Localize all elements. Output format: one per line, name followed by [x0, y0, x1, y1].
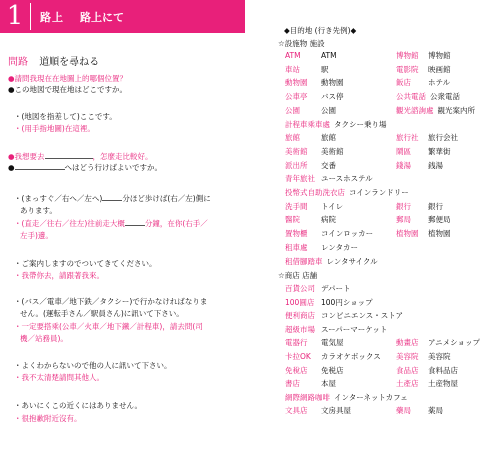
entry-ja: スーパーマーケット: [321, 324, 388, 334]
destination-entry: [396, 65, 451, 75]
entry-zh: 公共電話: [396, 92, 426, 102]
entry-ja: 文房具屋: [321, 406, 351, 416]
destination-entry: [285, 298, 373, 308]
destination-entry: [396, 202, 443, 212]
a4-zh-1: ・一定要搭乘(公車／火車／地下鐵／計程車)，請去問(司: [14, 322, 203, 331]
entry-ja: ATM: [321, 51, 337, 60]
a2-zh-1-part1: ・(直走／往右／往左)往前走大概: [14, 219, 125, 228]
a3-zh: ・我帶你去，請跟著我來。: [14, 271, 104, 280]
entry-zh: 土產店: [396, 379, 419, 389]
entry-zh: 置物櫃: [285, 229, 308, 239]
destination-entry: [396, 161, 443, 171]
destination-entry: [285, 379, 336, 389]
entry-zh: 超級市場: [285, 324, 315, 334]
shops-title: ☆商店 店舗: [278, 271, 318, 280]
blank-line: [102, 199, 122, 201]
entry-zh: 飯店: [396, 78, 411, 88]
destination-entry: [285, 284, 351, 294]
entry-ja: レンタカー: [321, 242, 359, 252]
entry-ja: デパート: [321, 284, 351, 293]
destination-entry: [285, 215, 336, 225]
destination-entry: [285, 65, 329, 75]
a4-zh-2: 機／站務員)。: [20, 334, 68, 343]
section-title: 道順を尋ねる: [39, 57, 100, 68]
a2-ja-1-part1: ・(まっすぐ／右へ／左へ): [14, 194, 103, 203]
destination-entry: [285, 188, 409, 198]
q2-ja-part2: へはどう行けばよいですか。: [64, 163, 163, 172]
entry-ja: 食料品店: [428, 365, 458, 375]
destination-entry: [396, 352, 451, 362]
destination-entry: [396, 229, 451, 239]
section-tag: 問路: [8, 57, 28, 68]
entry-ja: 土産物屋: [428, 379, 458, 389]
destination-entry: [396, 106, 475, 116]
entry-ja: 100円ショップ: [321, 297, 373, 307]
q2-zh: [8, 152, 153, 162]
destination-entry: [285, 325, 387, 335]
entry-zh: 派出所: [285, 160, 308, 170]
blank-line: [15, 168, 65, 170]
destination-entry: [396, 133, 458, 143]
entry-ja: 公衆電話: [430, 92, 460, 102]
entry-ja: 銀行: [428, 201, 443, 211]
a2-zh-2: 左手)邊。: [20, 231, 53, 240]
entry-ja: 植物園: [428, 229, 451, 239]
a5-zh: ・我不太清楚請問其他人。: [14, 373, 104, 382]
entry-ja: 銭湯: [428, 160, 443, 170]
destination-entry: [285, 174, 373, 184]
entry-ja: 交番: [321, 160, 336, 170]
destination-entry: [396, 147, 451, 157]
entry-zh: 投幣式自助洗衣店: [285, 188, 345, 197]
entry-ja: バス停: [321, 92, 344, 102]
entry-zh: 租車處: [285, 242, 308, 252]
entry-ja: 博物館: [428, 51, 451, 60]
entry-ja: ホテル: [428, 78, 451, 88]
destination-entry: [285, 133, 336, 143]
entry-ja: 観光案内所: [437, 105, 475, 115]
entry-zh: 銀行: [396, 201, 411, 211]
entry-ja: 美容院: [428, 352, 451, 361]
entry-zh: 便利商店: [285, 311, 315, 321]
destination-entry: [285, 393, 408, 403]
facilities-title: ☆設施物 施設: [278, 39, 325, 48]
entry-zh: 博物館: [396, 51, 419, 60]
entry-ja: インターネットカフェ: [334, 392, 408, 402]
destination-entry: [396, 379, 458, 389]
entry-ja: 免税店: [321, 365, 344, 375]
entry-zh: 車站: [285, 64, 300, 74]
a1-zh: ・(用手指地圖)在這裡。: [14, 124, 95, 133]
destination-entry: [396, 92, 460, 102]
chapter-divider: [30, 3, 31, 30]
a2-zh-1: [14, 219, 208, 229]
destination-entry: [285, 51, 337, 61]
entry-ja: コインランドリー: [349, 188, 409, 197]
q2-ja: [8, 163, 162, 173]
destination-entry: [285, 106, 336, 116]
a6-ja: ・あいにくこの近くにはありません。: [14, 401, 142, 410]
q2-zh-part2: ，怎麼走比較好。: [92, 152, 153, 161]
entry-zh: 旅行社: [396, 133, 419, 143]
destination-entry: [396, 366, 458, 376]
entry-ja: 旅館: [321, 133, 336, 143]
entry-ja: コンビニエンス・ストア: [321, 311, 404, 321]
chapter-number: 1: [6, 1, 24, 31]
entry-zh: 公園: [285, 105, 300, 115]
destination-entry: [285, 243, 358, 253]
entry-zh: 動畫店: [396, 338, 419, 348]
destination-entry: [396, 338, 480, 348]
a4-ja-1: ・(バス／電車／地下鉄／タクシー)で行かなければなりま: [14, 297, 208, 306]
entry-ja: 旅行会社: [428, 133, 458, 143]
blank-line: [125, 224, 145, 226]
entry-zh: 植物園: [396, 229, 419, 239]
entry-ja: アニメショップ: [428, 338, 480, 348]
entry-ja: 電気屋: [321, 338, 344, 348]
entry-zh: 文具店: [285, 406, 308, 416]
entry-zh: 洗手間: [285, 201, 308, 211]
entry-zh: 醫院: [285, 215, 300, 225]
destination-entry: [285, 366, 344, 376]
entry-ja: 郵便局: [428, 215, 451, 225]
destination-entry: [285, 147, 344, 157]
a2-ja-2: あります。: [20, 206, 57, 215]
chapter-title: 路上: [40, 11, 64, 24]
entry-ja: 美術館: [321, 146, 344, 156]
a3-ja: ・ご案内しますのでついてきてください。: [14, 259, 157, 268]
entry-zh: 觀光諮詢處: [396, 105, 434, 115]
destination-entry: [285, 92, 344, 102]
entry-ja: 繁華街: [428, 146, 451, 156]
destination-entry: [285, 229, 373, 239]
entry-ja: 動物園: [321, 78, 344, 88]
destination-entry: [285, 352, 381, 362]
a4-ja-2: せん。(運転手さん／駅員さん)に訊いて下さい。: [20, 309, 184, 318]
entry-ja: タクシー乗り場: [334, 119, 387, 129]
a6-zh: ・很抱歉附近沒有。: [14, 414, 82, 423]
entry-zh: 美術館: [285, 146, 308, 156]
entry-ja: トイレ: [321, 201, 344, 211]
blank-line: [45, 157, 93, 159]
destination-entry: [285, 338, 344, 348]
entry-zh: 電影院: [396, 64, 419, 74]
entry-ja: 薬局: [428, 406, 443, 416]
q2-ja-part1: ●: [8, 163, 15, 172]
destination-entry: [285, 311, 403, 321]
entry-zh: 書店: [285, 379, 300, 389]
destination-entry: [285, 406, 351, 416]
destination-entry: [396, 215, 451, 225]
entry-zh: 租借腳踏車: [285, 256, 323, 266]
entry-zh: 鬧區: [396, 146, 411, 156]
entry-zh: 美容院: [396, 352, 419, 361]
entry-zh: 郵局: [396, 215, 411, 225]
entry-zh: 電器行: [285, 338, 308, 348]
a2-ja-1-part2: 分ほど歩けば(右／左)側に: [122, 194, 211, 203]
a5-ja: ・よくわからないので他の人に訊いて下さい。: [14, 361, 172, 370]
destination-entry: [285, 202, 343, 212]
entry-zh: 計程車乘車處: [285, 119, 330, 129]
entry-zh: 卡拉OK: [285, 352, 311, 361]
entry-ja: カラオケボックス: [321, 352, 381, 361]
destination-entry: [285, 257, 378, 267]
entry-ja: レンタサイクル: [326, 256, 378, 266]
chapter-subtitle: 路上にて: [80, 11, 124, 24]
entry-zh: ATM: [285, 51, 301, 60]
section-heading: [8, 53, 99, 68]
entry-zh: 錢湯: [396, 160, 411, 170]
q1-zh: ●請問我現在在地圖上的哪個位置？: [8, 74, 128, 83]
q2-zh-part1: ●我想要去: [8, 152, 45, 161]
destination-entry: [285, 78, 344, 88]
entry-zh: 食品店: [396, 365, 419, 375]
destination-entry: [285, 161, 336, 171]
entry-zh: 青年旅社: [285, 174, 315, 184]
entry-ja: 駅: [321, 64, 329, 74]
entry-zh: 100圓店: [285, 297, 315, 307]
a2-ja-1: [14, 194, 211, 204]
entry-ja: 本屋: [321, 379, 336, 389]
destination-entry: [285, 120, 387, 130]
entry-zh: 免稅店: [285, 365, 308, 375]
entry-zh: 百貨公司: [285, 284, 315, 293]
entry-ja: 公園: [321, 105, 336, 115]
a2-zh-1-part2: 分鐘，在你(右手／: [144, 219, 208, 228]
entry-zh: 旅館: [285, 133, 300, 143]
entry-ja: コインロッカー: [321, 229, 374, 239]
destination-entry: [396, 78, 450, 88]
entry-zh: 公車亭: [285, 92, 308, 102]
q1-ja: ●この地図で現在地はどこですか。: [8, 85, 128, 94]
chapter-header: [0, 0, 245, 33]
destination-entry: [396, 406, 443, 416]
destinations-heading: ◆目的地 (行き先例)◆: [284, 26, 357, 35]
entry-ja: ユースホステル: [321, 174, 373, 184]
entry-zh: 藥局: [396, 406, 411, 416]
entry-ja: 病院: [321, 215, 336, 225]
entry-zh: 動物園: [285, 78, 308, 88]
destination-entry: [396, 51, 451, 61]
entry-ja: 映画館: [428, 64, 451, 74]
entry-zh: 網際網路咖啡: [285, 392, 330, 402]
a1-ja: ・(地図を指差して)ここです。: [14, 112, 117, 121]
